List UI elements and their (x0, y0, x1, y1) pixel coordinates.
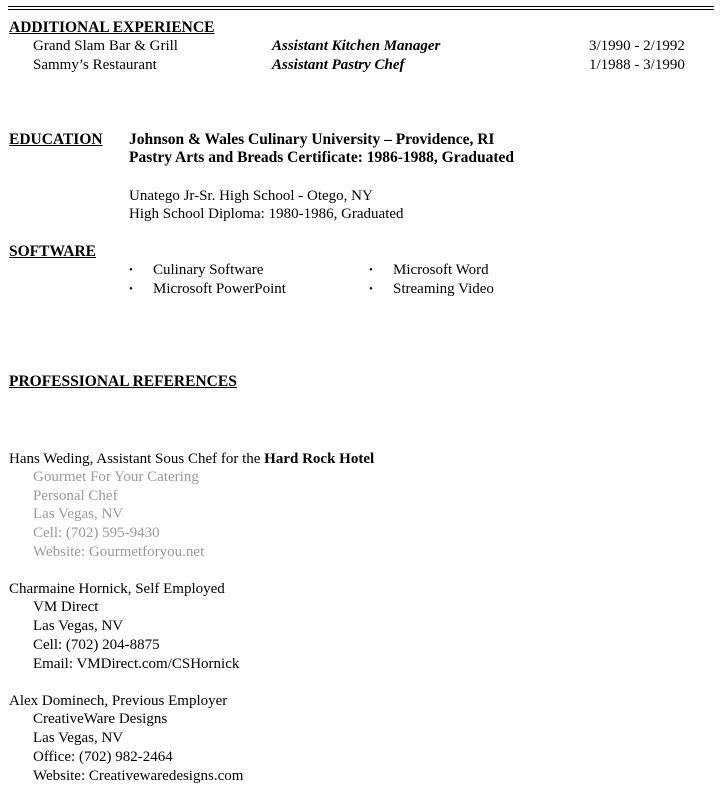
bullet-icon: • (369, 264, 373, 276)
reference-2-line: Email: VMDirect.com/CSHornick (33, 656, 240, 672)
job-2-employer: Sammy’s Restaurant (33, 57, 157, 73)
software-heading: SOFTWARE (9, 243, 96, 260)
reference-3-name: Alex Dominech, Previous Employer (9, 693, 228, 709)
software-item: • Microsoft PowerPoint (129, 281, 286, 297)
reference-3-line: Office: (702) 982-2464 (33, 749, 173, 765)
bullet-icon: • (369, 283, 373, 295)
education-degree-1: Pastry Arts and Breads Certificate: 1986-1988, Graduated (129, 149, 515, 166)
reference-2-line: Cell: (702) 204-8875 (33, 637, 160, 653)
job-1-title: Assistant Kitchen Manager (272, 38, 441, 54)
reference-1-line: Website: Gourmetforyou.net (33, 544, 205, 560)
software-item: • Culinary Software (129, 262, 264, 278)
reference-3-line: CreativeWare Designs (33, 711, 168, 727)
reference-1-line: Gourmet For Your Catering (33, 469, 199, 485)
reference-1-name: Hans Weding, Assistant Sous Chef for the Hard Rock Hotel (9, 451, 375, 467)
software-item: • Streaming Video (369, 281, 494, 297)
software-list-left (129, 261, 286, 299)
top-rule (8, 6, 714, 7)
additional-experience-heading: ADDITIONAL EXPERIENCE (9, 19, 215, 36)
reference-3-line: Las Vegas, NV (33, 730, 124, 746)
reference-2-line: VM Direct (33, 599, 99, 615)
job-2-title: Assistant Pastry Chef (272, 57, 405, 73)
reference-3-line: Website: Creativewaredesigns.com (33, 768, 244, 784)
top-rule-2 (8, 9, 714, 10)
education-school-2: Unatego Jr-Sr. High School - Otego, NY (129, 188, 373, 204)
job-2-dates: 1/1988 - 3/1990 (589, 57, 685, 73)
reference-1-line: Cell: (702) 595-9430 (33, 525, 160, 541)
references-heading: PROFESSIONAL REFERENCES (9, 373, 237, 390)
reference-1-line: Las Vegas, NV (33, 506, 124, 522)
bullet-icon: • (129, 283, 133, 295)
education-heading: EDUCATION (9, 131, 103, 148)
education-school-1: Johnson & Wales Culinary University – Providence, RI (129, 131, 495, 148)
bullet-icon: • (129, 264, 133, 276)
reference-2-name: Charmaine Hornick, Self Employed (9, 581, 225, 597)
job-1-employer: Grand Slam Bar & Grill (33, 38, 178, 54)
software-list-right (369, 261, 494, 299)
reference-2-line: Las Vegas, NV (33, 618, 124, 634)
reference-1-line: Personal Chef (33, 488, 118, 504)
job-1-dates: 3/1990 - 2/1992 (589, 38, 685, 54)
education-degree-2: High School Diploma: 1980-1986, Graduated (129, 206, 404, 222)
software-item: • Microsoft Word (369, 262, 489, 278)
reference-1-org: Hard Rock Hotel (264, 451, 375, 467)
